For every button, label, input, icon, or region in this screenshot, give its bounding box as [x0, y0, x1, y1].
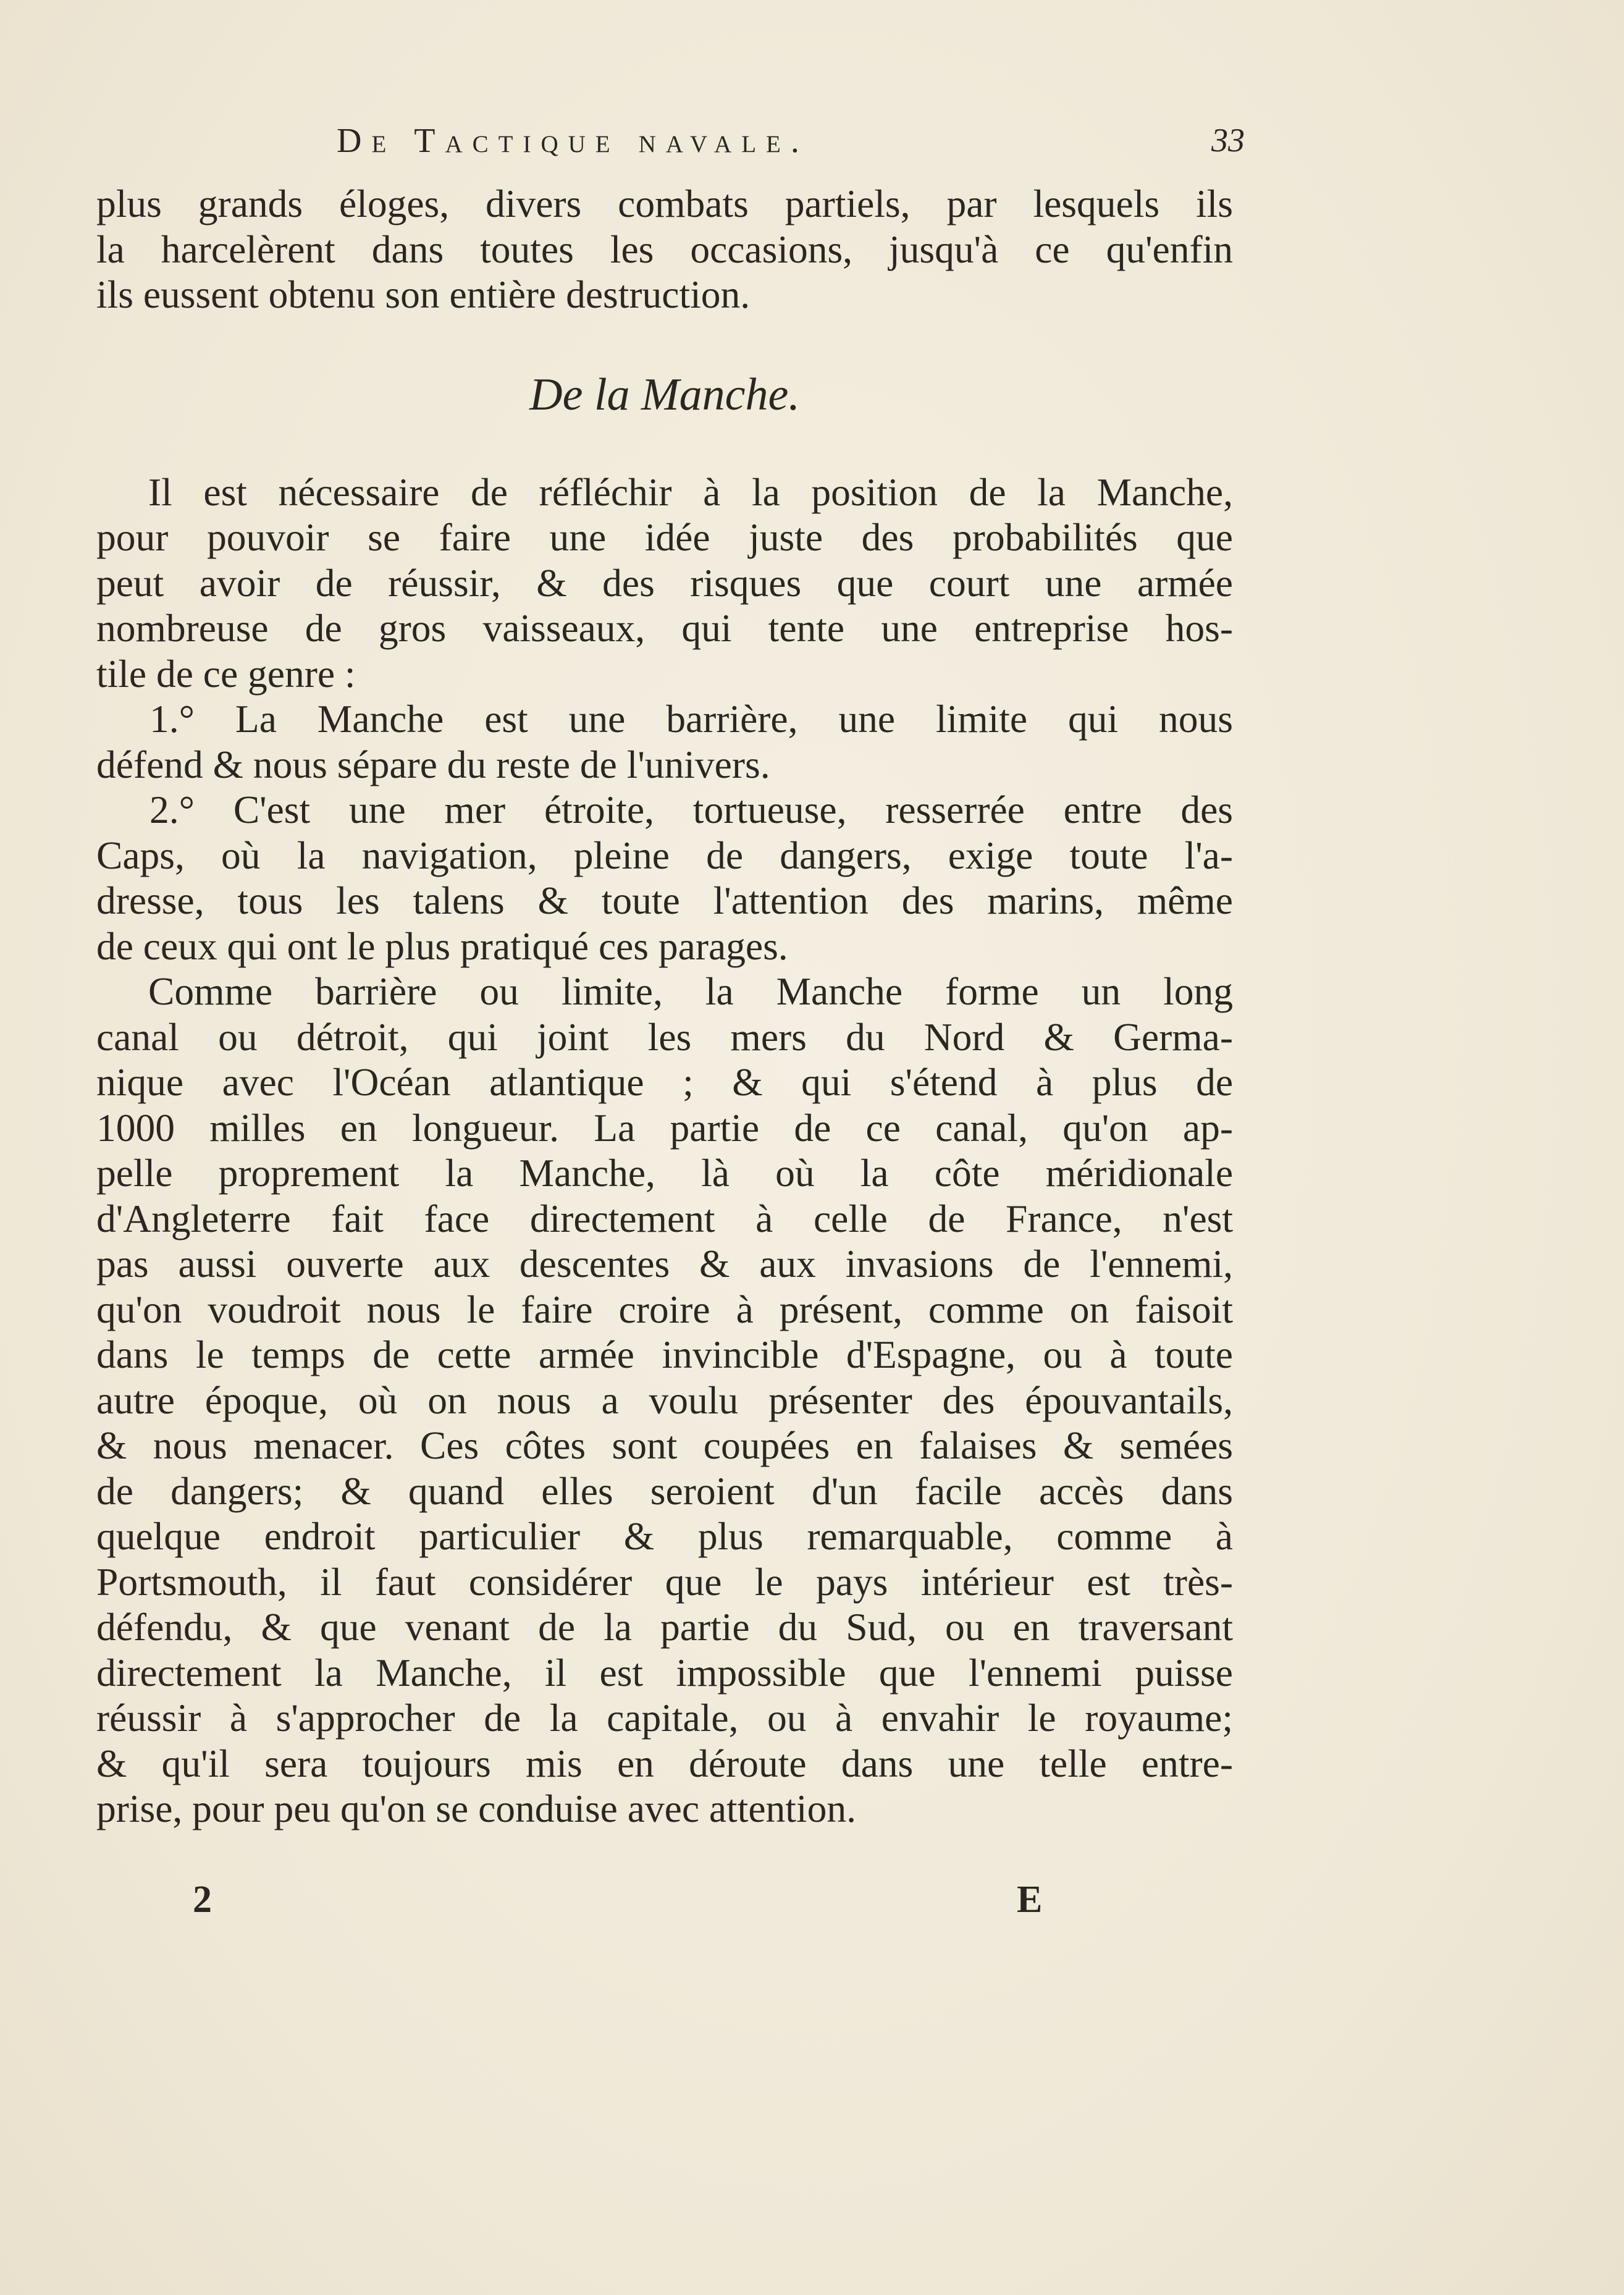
page-number: 33: [1211, 122, 1245, 159]
text-line: nombreuse de gros vaisseaux, qui tente une entreprise hos-: [96, 606, 1233, 650]
text-line: tile de ce genre :: [96, 651, 356, 696]
text-line: directement la Manche, il est impossible que l'ennemi puisse: [96, 1650, 1233, 1695]
text-line: Caps, où la navigation, pleine de dangers, exige toute l'a-: [96, 833, 1233, 877]
text-line: dans le temps de cette armée invincible d'Espagne, ou à toute: [96, 1333, 1233, 1376]
text-line: & qu'il sera toujours mis en déroute dans une telle entre-: [96, 1741, 1233, 1785]
text-line: défend & nous sépare du reste de l'univers.: [96, 742, 770, 786]
text-line: ils eussent obtenu son entière destruction.: [96, 272, 751, 316]
text-line: Il est nécessaire de réfléchir à la position de la Manche,: [148, 470, 1233, 514]
body-text: [96, 181, 1233, 1832]
page-footer: [96, 1878, 1233, 1927]
text-line: autre époque, où on nous a voulu présenter des épouvantails,: [96, 1378, 1233, 1422]
text-line: pour pouvoir se faire une idée juste des probabilités que: [96, 515, 1233, 559]
text-line: Portsmouth, il faut considérer que le pays intérieur est très-: [96, 1559, 1233, 1604]
text-line: de dangers; & quand elles seroient d'un facile accès dans: [96, 1468, 1233, 1513]
page-header: [337, 121, 1245, 164]
text-line: peut avoir de réussir, & des risques que court une armée: [96, 560, 1233, 605]
text-line: nique avec l'Océan atlantique ; & qui s'étend à plus de: [96, 1060, 1233, 1104]
text-line: la harcelèrent dans toutes les occasions, jusqu'à ce qu'enfin: [96, 227, 1233, 271]
text-line: canal ou détroit, qui joint les mers du Nord & Germa-: [96, 1014, 1233, 1059]
text-line: & nous menacer. Ces côtes sont coupées en falaises & semées: [96, 1423, 1233, 1467]
text-line: d'Angleterre fait face directement à celle de France, n'est: [96, 1196, 1233, 1240]
text-line: défendu, & que venant de la partie du Sud, ou en traversant: [96, 1605, 1233, 1649]
text-line: 1000 milles en longueur. La partie de ce canal, qu'on ap-: [96, 1105, 1233, 1150]
text-line: réussir à s'approcher de la capitale, ou à envahir le royaume;: [96, 1696, 1233, 1740]
text-line: qu'on voudroit nous le faire croire à présent, comme on faisoit: [96, 1287, 1233, 1331]
signature-letter: E: [1017, 1879, 1043, 1921]
section-heading: De la Manche.: [529, 369, 800, 420]
text-line: 1.° La Manche est une barrière, une limite qui nous: [149, 697, 1233, 741]
running-title: De Tactique navale.: [337, 122, 809, 160]
text-line: pelle proprement la Manche, là où la côte méridionale: [96, 1151, 1233, 1195]
text-line: Comme barrière ou limite, la Manche forme un long: [148, 969, 1233, 1013]
signature-number: 2: [193, 1879, 212, 1921]
text-line: 2.° C'est une mer étroite, tortueuse, resserrée entre des: [149, 788, 1233, 832]
text-line: pas aussi ouverte aux descentes & aux invasions de l'ennemi,: [96, 1242, 1233, 1286]
text-line: quelque endroit particulier & plus remarquable, comme à: [96, 1514, 1233, 1558]
text-line: de ceux qui ont le plus pratiqué ces parages.: [96, 924, 788, 968]
text-line: plus grands éloges, divers combats partiels, par lesquels ils: [96, 182, 1233, 225]
text-line: dresse, tous les talens & toute l'attention des marins, même: [96, 878, 1233, 922]
text-line: prise, pour peu qu'on se conduise avec attention.: [96, 1787, 856, 1830]
